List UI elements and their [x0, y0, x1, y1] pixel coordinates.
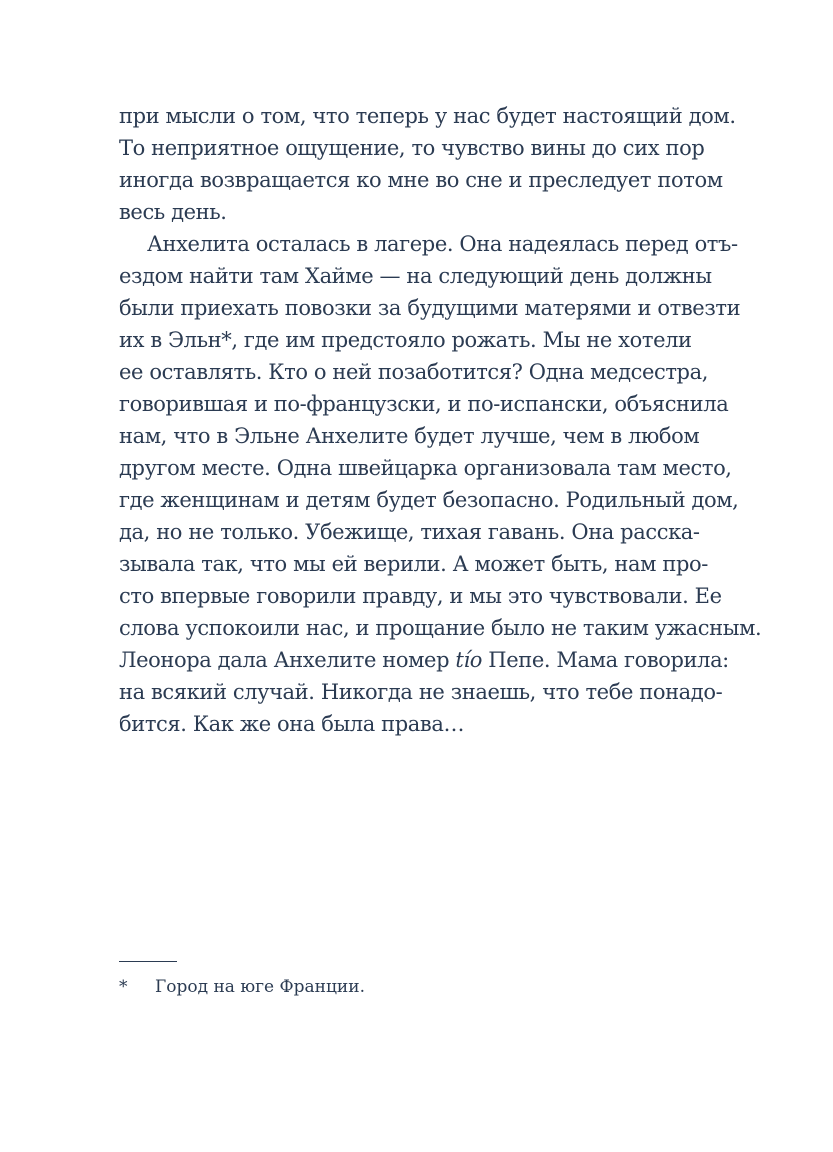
text-line: другом месте. Одна швейцарка организовала там место,: [119, 456, 732, 480]
italic-word: tío: [455, 648, 483, 672]
footnote-divider: [119, 961, 177, 962]
text-line: на всякий случай. Никогда не знаешь, что тебе понадо-: [119, 680, 723, 704]
text-line: их в Эльн*, где им предстояло рожать. Мы не хотели: [119, 328, 692, 352]
text-line: нам, что в Эльне Анхелите будет лучше, чем в любом: [119, 424, 700, 448]
footnote-mark: *: [119, 977, 128, 997]
text-line: при мысли о том, что теперь у нас будет настоящий дом.: [119, 104, 736, 128]
text-line: да, но не только. Убежище, тихая гавань. Она расска-: [119, 520, 700, 544]
text-line: ее оставлять. Кто о ней позаботится? Одна медсестра,: [119, 360, 709, 384]
paragraph-start-line: Анхелита осталась в лагере. Она надеялась перед отъ-: [147, 232, 738, 256]
text-line: слова успокоили нас, и прощание было не таким ужасным.: [119, 616, 762, 640]
text-line: зывала так, что мы ей верили. А может быть, нам про-: [119, 552, 708, 576]
text-line: были приехать повозки за будущими матерями и отвезти: [119, 296, 741, 320]
footnote: [119, 975, 365, 999]
body-text: [119, 100, 762, 740]
text-line: ездом найти там Хайме — на следующий день должны: [119, 264, 712, 288]
text-line: весь день.: [119, 200, 227, 224]
text-line: То неприятное ощущение, то чувство вины до сих пор: [119, 136, 705, 160]
text-line: иногда возвращается ко мне во сне и преследует потом: [119, 168, 723, 192]
text-line: сто впервые говорили правду, и мы это чувствовали. Ее: [119, 584, 722, 608]
text-line: говорившая и по-французски, и по-испански, объяснила: [119, 392, 729, 416]
text-line: бится. Как же она была права…: [119, 712, 465, 736]
text-line: где женщинам и детям будет безопасно. Родильный дом,: [119, 488, 739, 512]
footnote-text: Город на юге Франции.: [155, 977, 365, 997]
text-line: Леонора дала Анхелите номер tío Пепе. Мама говорила:: [119, 648, 729, 672]
